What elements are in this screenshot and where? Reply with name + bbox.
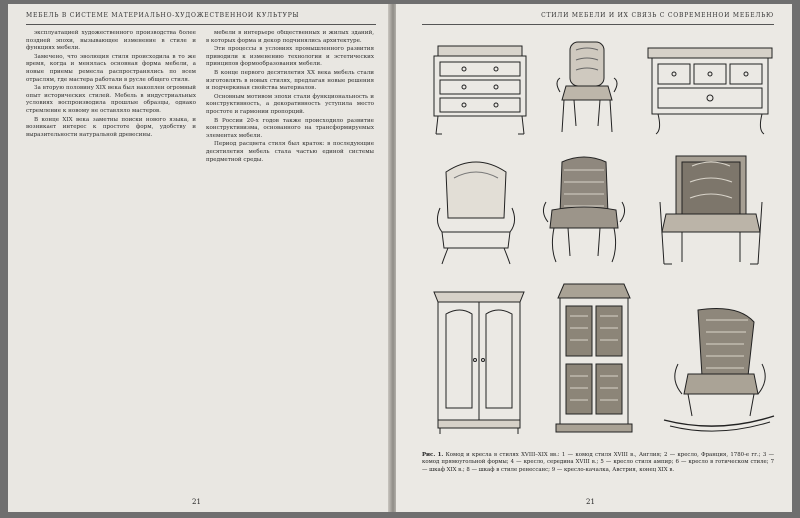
caption-label: Рис. 1.: [422, 452, 444, 458]
paragraph: За вторую половину XIX века был накоплен огромный опыт исторических стилей. Мебель в индустриальных условиях воспроизводила прошлые образцы, однако стремление к новому не оставляло мастеров.: [26, 85, 196, 114]
book-spread: [8, 4, 792, 512]
left-page: [8, 4, 390, 512]
text-column-2: [206, 30, 374, 486]
figure-caption: [422, 452, 774, 474]
paragraph: В России 20-х годов также происходило развитие конструктивизма, основанного на трансформируемых элементах мебели.: [206, 117, 374, 139]
figure-commode: [640, 34, 780, 142]
figure-armchair-2: [424, 152, 528, 272]
paragraph: эксплуатацией художественного производства более поздней эпохи, вызывающее изменение в стиле и функциях мебели.: [26, 30, 196, 52]
figure-renaissance-cabinet: [544, 280, 644, 440]
page-number-right: 21: [586, 498, 595, 506]
figure-chest-of-drawers: [424, 34, 536, 142]
figure-wardrobe: [424, 280, 534, 440]
figure-armchair-3: [534, 152, 634, 272]
page-number-left: 21: [192, 498, 201, 506]
paragraph: Эти процессы в условиях промышленного развития приводили к изменению технологии и эстетических принципов формообразования мебели.: [206, 46, 374, 68]
right-page: [396, 4, 792, 512]
paragraph: В конце XIX века заметны поиски нового языка, и возникает интерес к простоте форм, удобству и выразительности натуральной древесины.: [26, 116, 196, 138]
figure-rocking-chair: [658, 304, 780, 440]
figure-gothic-chair: [642, 152, 780, 272]
paragraph: Период расцвета стиля был краток: в последующие десятилетия мебель стала частью единой системы предметной среды.: [206, 141, 374, 163]
paragraph: В конце первого десятилетия XX века мебель стали изготовлять в новых стилях, предлагая новые решения и подчеркивая свойства материалов.: [206, 69, 374, 92]
paragraph: мебели в интерьере общественных и жилых зданий, в которых форма и декор подчинялись архитектуре.: [206, 30, 374, 44]
paragraph: Основным мотивом эпохи стали функциональность и конструктивность, а декоративность уступила место простоте и гармонии пропорций.: [206, 93, 374, 115]
figure-armchair-1: [546, 34, 628, 142]
caption-text: Комод и кресла в стилях XVIII–XIX вв.: 1 — комод стиля XVIII в., Англия; 2 — кресло, Франция, 1780-е гг.; 3 — комод прямоугольной формы; 4 — кресло, середина XVIII в.; 5 — кресло стиля ампир; 6 — кресло в готическом стиле; 7 — шкаф XIX в.; 8 — шкаф в стиле ренессанс; 9 — кресло-качалка, Австрия, конец XIX в.: [422, 452, 774, 473]
running-head-right: СТИЛИ МЕБЕЛИ И ИХ СВЯЗЬ С СОВРЕМЕННОЙ МЕБЕЛЬЮ: [422, 12, 774, 25]
running-head-left: МЕБЕЛЬ В СИСТЕМЕ МАТЕРИАЛЬНО-ХУДОЖЕСТВЕННОЙ КУЛЬТУРЫ: [26, 12, 376, 25]
paragraph: Замечено, что эволюция стиля происходила в то же время, когда и менялась основная форма мебели, а новые приемы ремесла распространялись по всем отраслям, где мастера работали в русле общего стиля.: [26, 53, 196, 83]
text-column-1: [26, 30, 196, 486]
